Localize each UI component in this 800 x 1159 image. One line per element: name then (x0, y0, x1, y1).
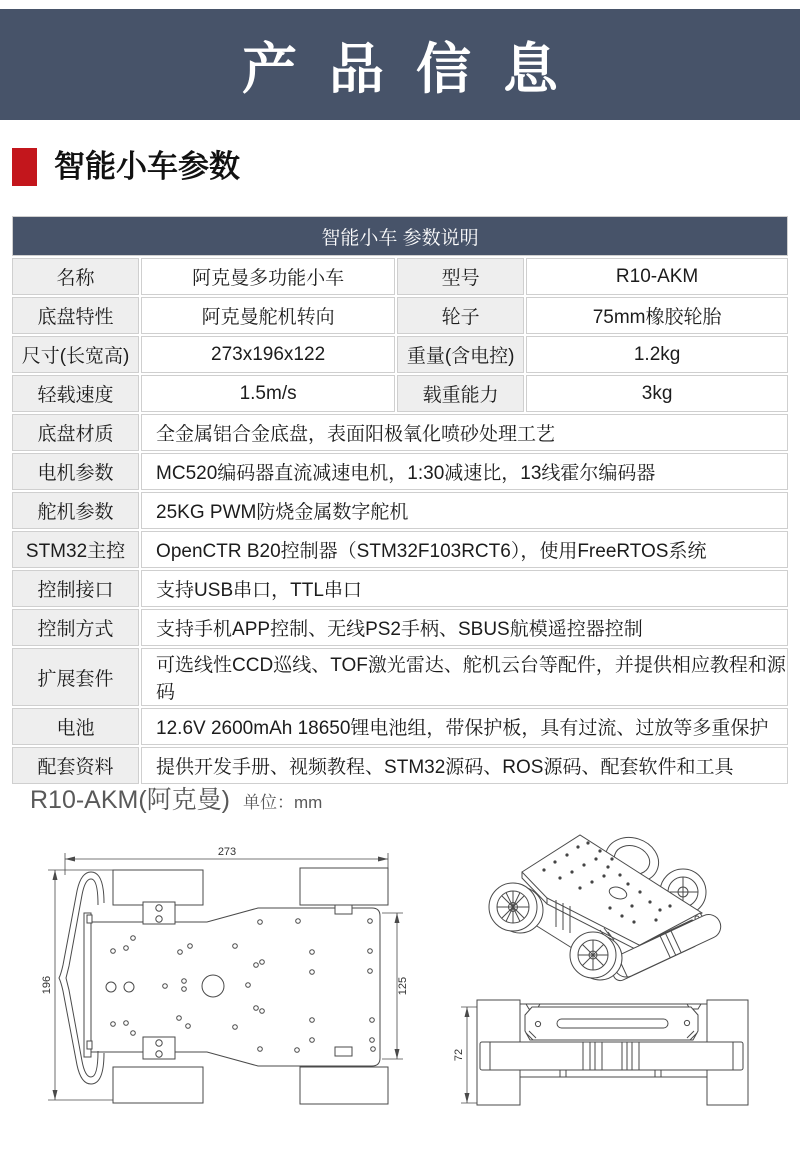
param-label: 电机参数 (12, 453, 139, 490)
param-label: 载重能力 (397, 375, 524, 412)
table-row (12, 375, 788, 412)
param-label: STM32主控 (12, 531, 139, 568)
param-label: 电池 (12, 708, 139, 745)
param-label: 轻载速度 (12, 375, 139, 412)
param-value: 12.6V 2600mAh 18650锂电池组，带保护板，具有过流、过放等多重保护 (141, 708, 788, 745)
spec-table (10, 214, 790, 786)
top-view-drawing (40, 845, 410, 1115)
table-row (12, 609, 788, 646)
table-row (12, 570, 788, 607)
param-value: 1.2kg (526, 336, 788, 373)
page-banner (0, 9, 800, 120)
param-value: 全金属铝合金底盘，表面阳极氧化喷砂处理工艺 (141, 414, 788, 451)
table-row (12, 747, 788, 784)
param-label: 控制方式 (12, 609, 139, 646)
param-value: 可选线性CCD巡线、TOF激光雷达、舵机云台等配件，并提供相应教程和源码 (141, 648, 788, 706)
table-row (12, 336, 788, 373)
param-value: 3kg (526, 375, 788, 412)
table-row (12, 492, 788, 529)
banner-title: 产品信息 (241, 38, 590, 100)
isometric-view-drawing (460, 818, 780, 993)
param-value: 1.5m/s (141, 375, 395, 412)
param-value: 支持USB串口，TTL串口 (141, 570, 788, 607)
param-label: 配套资料 (12, 747, 139, 784)
param-value: MC520编码器直流减速电机，1:30减速比，13线霍尔编码器 (141, 453, 788, 490)
param-label: 轮子 (397, 297, 524, 334)
table-title: 智能小车 参数说明 (12, 216, 788, 256)
front-view-drawing (450, 995, 770, 1115)
param-label: 控制接口 (12, 570, 139, 607)
param-value: 阿克曼多功能小车 (141, 258, 395, 295)
section-accent-bar (12, 148, 37, 186)
param-label: 尺寸(长宽高) (12, 336, 139, 373)
dim-273: 273 (217, 846, 237, 858)
param-value: 支持手机APP控制、无线PS2手柄、SBUS航模遥控器控制 (141, 609, 788, 646)
param-label: 扩展套件 (12, 648, 139, 706)
param-value: 提供开发手册、视频教程、STM32源码、ROS源码、配套软件和工具 (141, 747, 788, 784)
param-value: 75mm橡胶轮胎 (526, 297, 788, 334)
param-label: 底盘特性 (12, 297, 139, 334)
param-label: 底盘材质 (12, 414, 139, 451)
unit-label: 单位：mm (243, 793, 323, 812)
table-row (12, 453, 788, 490)
table-row (12, 297, 788, 334)
table-row (12, 648, 788, 706)
param-value: 阿克曼舵机转向 (141, 297, 395, 334)
section-title: 智能小车参数 (54, 149, 240, 184)
model-name: R10-AKM(阿克曼) (30, 786, 231, 814)
table-header-row (12, 216, 788, 256)
section-header (12, 145, 240, 189)
table-row (12, 708, 788, 745)
drawing-caption (30, 780, 322, 816)
param-label: 型号 (397, 258, 524, 295)
dim-196: 196 (41, 975, 53, 995)
param-label: 名称 (12, 258, 139, 295)
param-value: 273x196x122 (141, 336, 395, 373)
param-label: 舵机参数 (12, 492, 139, 529)
param-label: 重量(含电控) (397, 336, 524, 373)
param-value: 25KG PWM防烧金属数字舵机 (141, 492, 788, 529)
dim-72: 72 (453, 1048, 465, 1062)
param-value: OpenCTR B20控制器（STM32F103RCT6），使用FreeRTOS系统 (141, 531, 788, 568)
table-row (12, 414, 788, 451)
dim-125: 125 (397, 976, 409, 996)
table-row (12, 258, 788, 295)
table-row (12, 531, 788, 568)
param-value: R10-AKM (526, 258, 788, 295)
